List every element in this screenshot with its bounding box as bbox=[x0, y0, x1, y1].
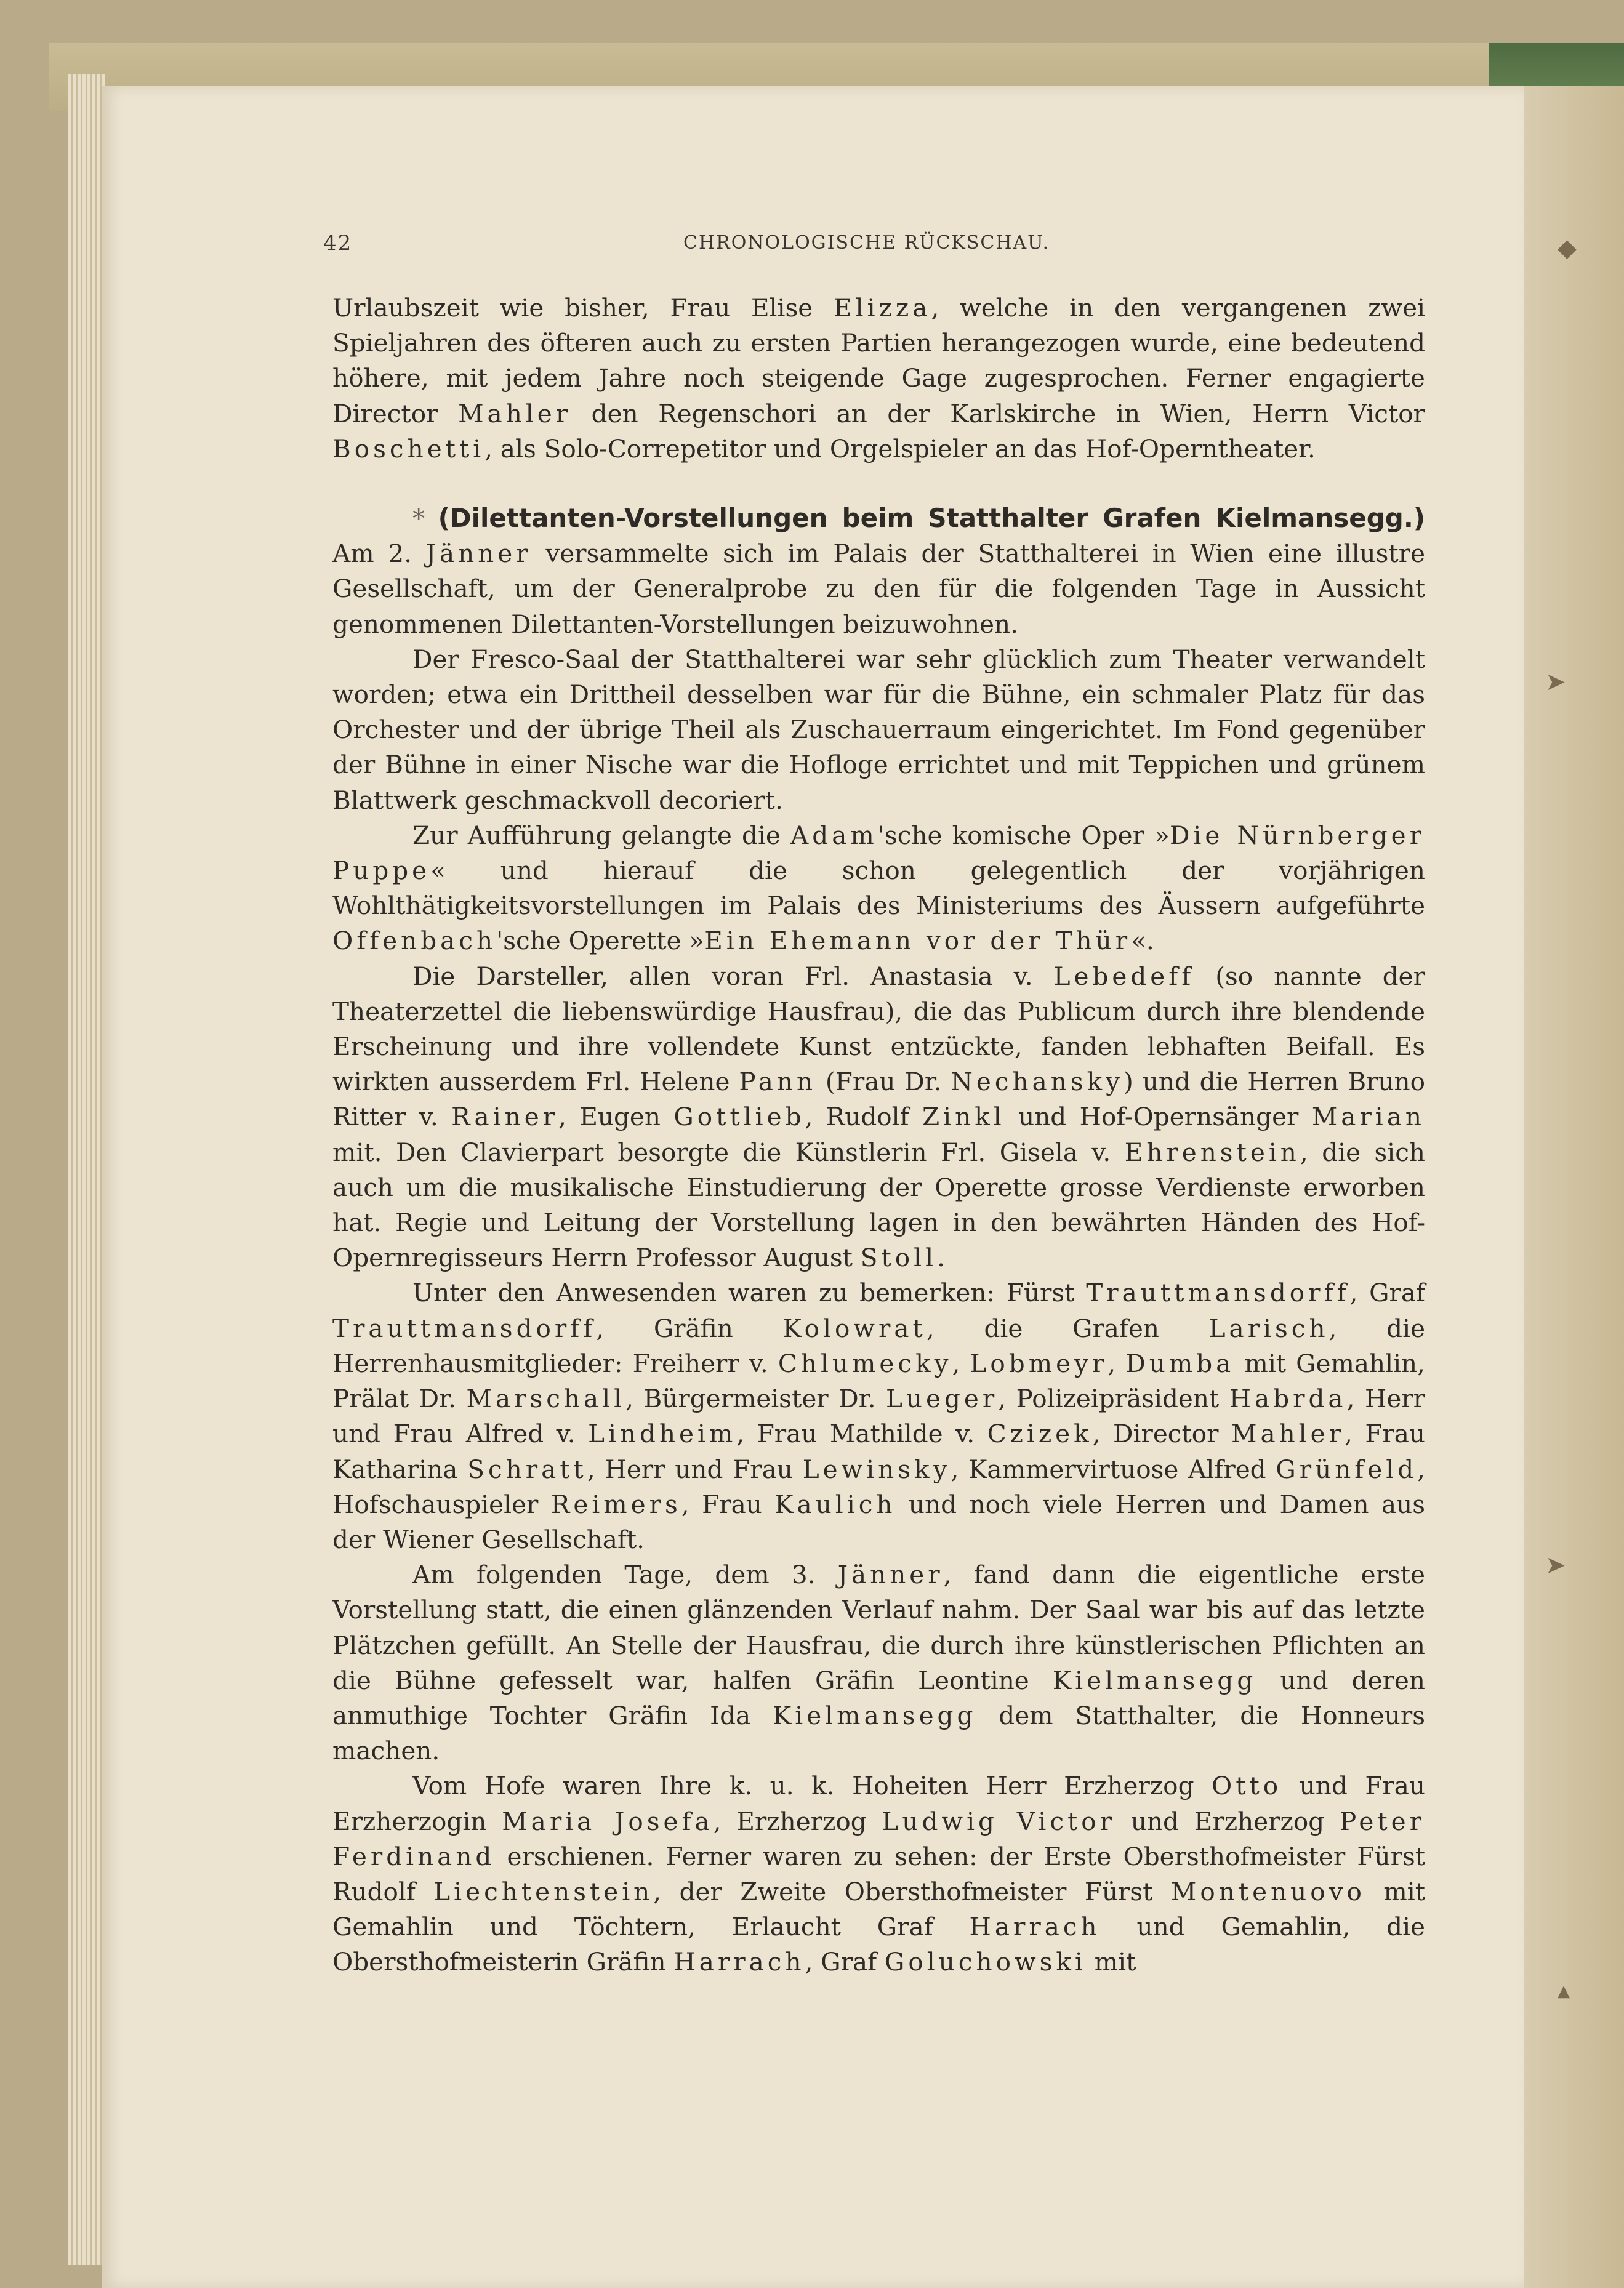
running-title: CHRONOLOGISCHE RÜCKSCHAU. bbox=[683, 232, 1050, 254]
margin-mark-icon: ➤ bbox=[1545, 668, 1566, 696]
paragraph: * (Dilettanten-Vorstellungen beim Statthalter Grafen Kielmansegg.) Am 2. Jänner versammelte sich im Palais der Statthalterei in Wien eine illustre Gesellschaft, um der Generalprobe zu den für die folgenden Tage in Aussicht genommenen Dilettanten-Vorstellungen beizuwohnen. bbox=[332, 503, 1426, 639]
paragraph: Am folgenden Tage, dem 3. Jänner, fand dann die eigentliche erste Vorstellung statt, die einen glänzenden Verlauf nahm. Der Saal war bis auf das letzte Plätzchen gefüllt. An Stelle der Hausfrau, die durch ihre künstlerischen Pflichten an die Bühne gefesselt war, halfen Gräfin Leontine Kielmansegg und deren anmuthige Tochter Gräfin Ida Kielmansegg dem Statthalter, die Honneurs machen. bbox=[332, 1560, 1425, 1766]
paragraph: Der Fresco-Saal der Statthalterei war sehr glücklich zum Theater verwandelt worden; etwa ein Drittheil desselben war für die Bühne, ein schmaler Platz für das Orchester und der übrige Theil als Zuschauerraum eingerichtet. Im Fond gegenüber der Bühne in einer Nische war die Hofloge errichtet und mit Teppichen und grünem Blattwerk geschmackvoll decoriert. bbox=[332, 644, 1425, 815]
margin-mark-icon: ▲ bbox=[1558, 1982, 1570, 2001]
paragraph: Die Darsteller, allen voran Frl. Anastasia v. Lebedeff (so nannte der Theaterzettel die liebenswürdige Hausfrau), die das Publicum durch ihre blendende Erscheinung und ihre vollendete Kunst entzückte, fanden lebhaften Beifall. Es wirkten ausserdem Frl. Helene Pann (Frau Dr. Nechansky) und die Herren Bruno Ritter v. Rainer, Eugen Gottlieb, Rudolf Zinkl und Hof-Opernsänger Marian mit. Den Clavierpart besorgte die Künstlerin Frl. Gisela v. Ehrenstein, die sich auch um die musikalische Einstudierung der Operette grosse Verdienste erworben hat. Regie und Leitung der Vorstellung lagen in den bewährten Händen des Hof-Opernregisseurs Herrn Professor August Stoll. bbox=[332, 961, 1426, 1273]
paragraph: Vom Hofe waren Ihre k. u. k. Hoheiten Herr Erzherzog Otto und Frau Erzherzogin Maria Josefa, Erzherzog Ludwig Victor und Erzherzog Peter Ferdinand erschienen. Ferner waren zu sehen: der Erste Obersthofmeister Fürst Rudolf Liechtenstein, der Zweite Obersthofmeister Fürst Montenuovo mit Gemahlin und Töchtern, Erlaucht Graf Harrach und Gemahlin, die Obersthofmeisterin Gräfin Harrach, Graf Goluchowski mit bbox=[332, 1771, 1426, 1977]
page-number: 42 bbox=[323, 231, 353, 255]
paragraph: Unter den Anwesenden waren zu bemerken: Fürst Trauttmansdorff, Graf Trauttmansdorff, Gräfin Kolowrat, die Grafen Larisch, die Herrenhausmitglieder: Freiherr v. Chlumecky, Lobmeyr, Dumba mit Gemahlin, Prälat Dr. Marschall, Bürgermeister Dr. Lueger, Polizeipräsident Habrda, Herr und Frau Alfred v. Lindheim, Frau Mathilde v. Czizek, Director Mahler, Frau Katharina Schratt, Herr und Frau Lewinsky, Kammervirtuose Alfred Grünfeld, Hofschauspieler Reimers, Frau Kaulich und noch viele Herren und Damen aus der Wiener Gesellschaft. bbox=[332, 1278, 1426, 1554]
footnote-star: * bbox=[412, 504, 425, 534]
margin-mark-icon: ◆ bbox=[1558, 234, 1577, 262]
section-heading: (Dilettanten-Vorstellungen beim Statthalter Grafen Kielmansegg.) bbox=[438, 503, 1426, 534]
paragraph: Urlaubszeit wie bisher, Frau Elise Elizza, welche in den vergangenen zwei Spieljahren des öfteren auch zu ersten Partien herangezogen wurde, eine bedeutend höhere, mit jedem Jahre noch steigende Gage zugesprochen. Ferner engagierte Director Mahler den Regenschori an der Karlskirche in Wien, Herrn Victor Boschetti, als Solo-Correpetitor und Orgelspieler an das Hof-Operntheater. bbox=[332, 293, 1425, 464]
margin-mark-icon: ➤ bbox=[1545, 1551, 1566, 1580]
paragraph: Zur Aufführung gelangte die Adam'sche komische Oper »Die Nürnberger Puppe« und hierauf die schon gelegentlich der vorjährigen Wohlthätigkeitsvorstellungen im Palais des Ministeriums des Äussern aufgeführte Offenbach'sche Operette »Ein Ehemann vor der Thür«. bbox=[332, 820, 1425, 956]
page-stack-edges bbox=[68, 74, 105, 2265]
body-text bbox=[332, 291, 1425, 1980]
page-right-gutter bbox=[1524, 86, 1624, 2288]
running-header bbox=[323, 231, 1431, 268]
